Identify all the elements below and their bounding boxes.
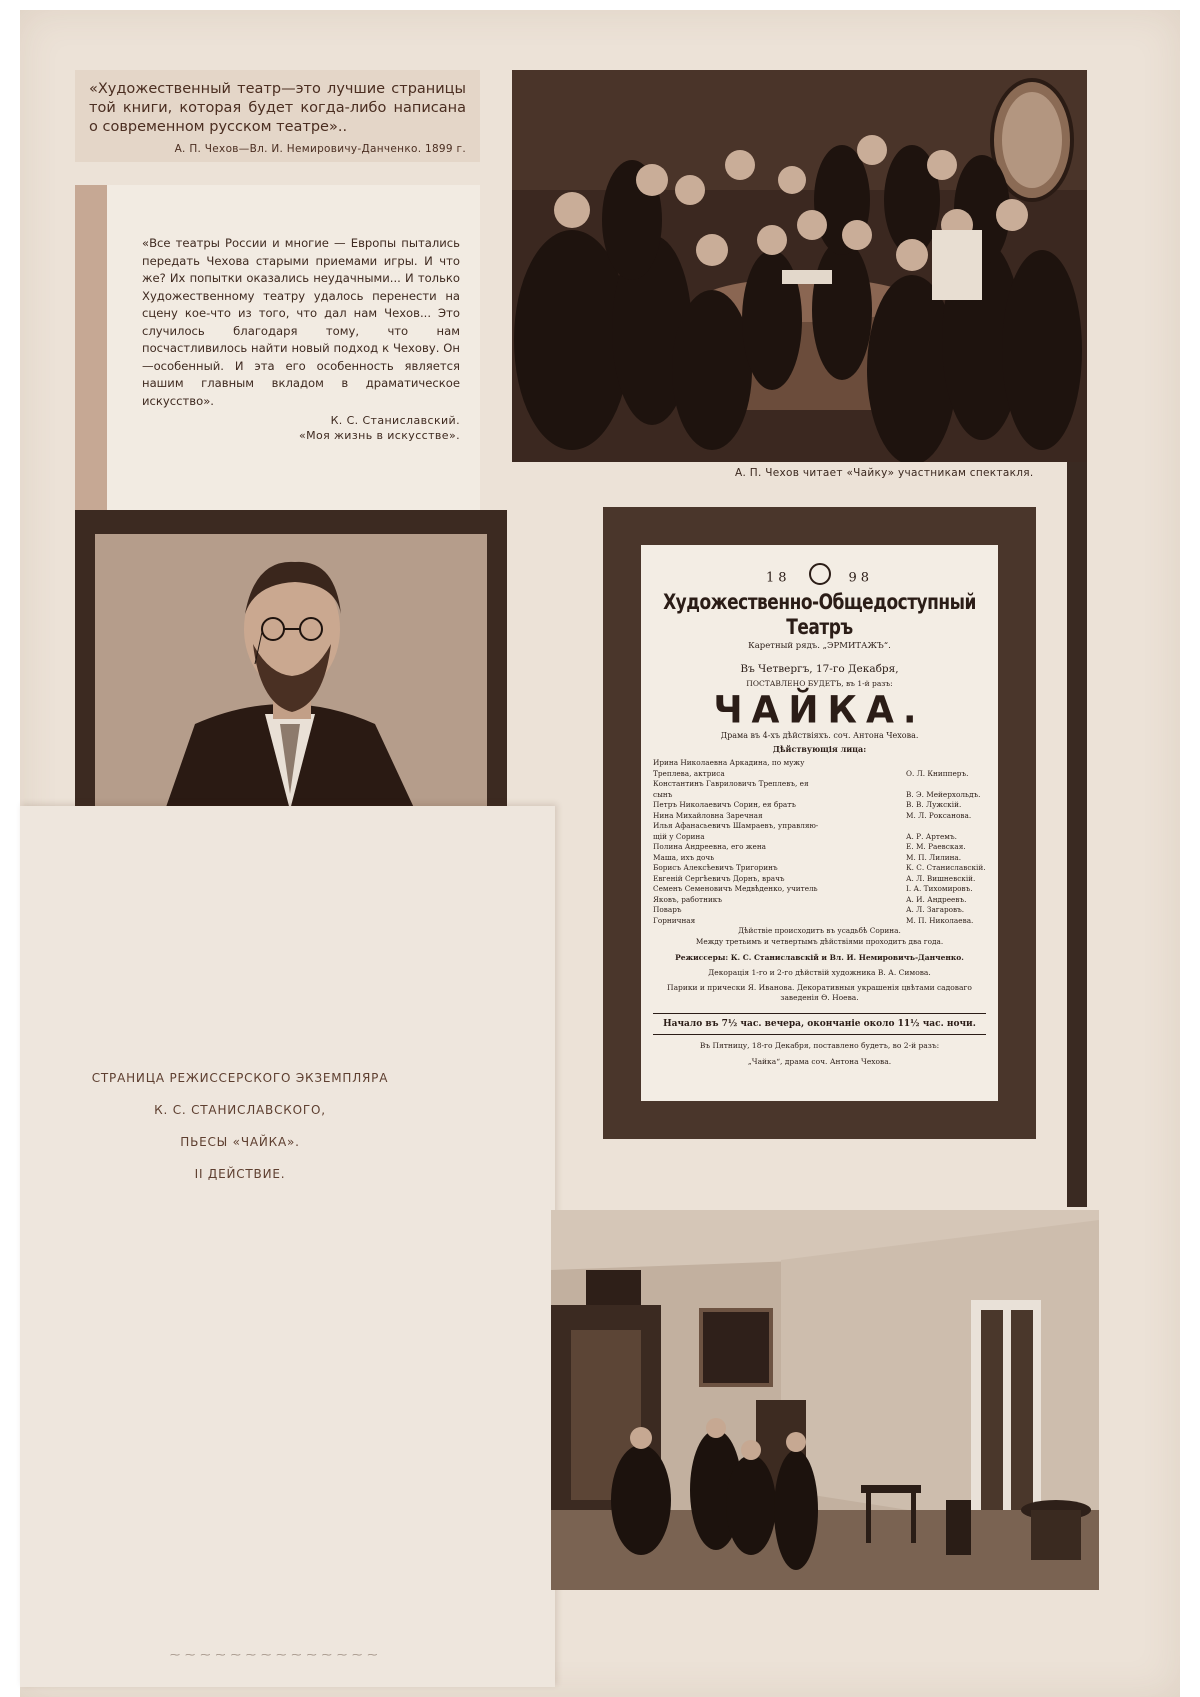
stage-scene-illustration [551,1210,1099,1590]
playbill-frame [603,507,1036,1139]
cast-actor: А. И. Андреевъ. [906,894,967,904]
playbill-times: Начало въ 7½ час. вечера, окончаніе около 11½ час. ночи. [653,1013,986,1035]
cast-row [653,821,986,832]
chekhov-quote [75,70,480,162]
cast-row [653,895,986,906]
playbill-drama: Драма въ 4-хъ дѣйствіяхъ. соч. Антона Чехова. [720,731,919,740]
stanislavsky-quote-text: «Все театры России и многие — Европы пытались передать Чехова старыми приемами игры. И что же? Их попытки оказались неудачными... И только Художественному театру удалось перенести на сцену кое-что из того, что дал нам Чехов... Это случилось благодаря тому, что нам посчастливилось найти новый подход к Чехову. Он—особенный. И эта его особенность является нашим главным вкладом в драматическое искусство». [142,236,460,408]
group-reading-illustration [512,70,1087,462]
cast-actor: В. Э. Мейерхольдъ. [906,789,981,799]
playbill-year-right: 98 [848,570,874,586]
cast-role: Горничная [653,915,696,925]
cast-role: Евгеній Сергѣевичъ Дорнъ, врачъ [653,873,785,883]
stage-scene-photo [551,1210,1099,1590]
cast-actor [906,821,986,832]
playbill-date: Въ Четвергъ, 17-го Декабря, [740,663,899,675]
cover-title [30,1062,450,1190]
playbill-address: Каретный рядъ. „ЭРМИТАЖЪ“. [748,641,891,651]
playbill-decoration: Декорація 1-го и 2-го дѣйствій художника В. А. Симова. [708,968,931,977]
cast-actor: Е. М. Раевская. [906,842,966,851]
group-photo-caption: А. П. Чехов читает «Чайку» участникам спектакля. [735,467,1034,479]
cast-role: Поваръ [653,905,682,914]
paper-strip [75,185,107,510]
group-reading-photo [512,70,1087,462]
cast-row [653,874,986,885]
cast-row [653,863,986,874]
cast-actor: А. Р. Артемъ. [906,831,957,841]
playbill-staged: ПОСТАВЛЕНО БУДЕТЪ, въ 1-й разъ: [746,679,893,688]
chekhov-quote-text: «Художественный театр—это лучшие страницы той книги, которая будет когда-либо написана о современном русском театре».. [89,81,466,135]
chekhov-portrait-photo [95,534,487,810]
playbill-next-2: „Чайка“, драма соч. Антона Чехова. [747,1057,892,1066]
dark-strip [1067,462,1087,1207]
cast-role: Борисъ Алексѣевичъ Тригоринъ [653,863,778,872]
cast-actor: М. П. Лилина. [906,852,962,862]
chekhov-portrait-illustration [95,534,487,810]
cast-role: Петръ Николаевичъ Сорин, ея братъ [653,800,796,809]
seagull-emblem-icon [809,563,831,585]
cast-role: сынъ [653,789,673,799]
cast-row [653,769,986,780]
cover-line-3: ПЬЕСЫ «ЧАЙКА». [180,1135,300,1149]
cast-actor: А. Л. Вишневскій. [906,873,976,883]
cast-role: щій у Сорина [653,831,705,841]
cast-row [653,811,986,822]
cover-card [20,806,555,1687]
cast-role: Семенъ Семеновичъ Медвѣденко, учитель [653,884,818,893]
cast-actor: О. Л. Книпперъ. [906,768,969,778]
cast-role: Нина Михайловна Заречная [653,810,763,820]
playbill-directors: Режиссеры: К. С. Станиславскій и Вл. И. Немировичъ-Данченко. [675,953,964,962]
playbill-year [653,567,986,589]
cast-actor: А. Л. Загаровъ. [906,905,965,914]
cast-row [653,905,986,916]
playbill [641,545,998,1101]
stanislavsky-quote [107,185,480,510]
playbill-title: ЧАЙКА. [713,688,926,733]
cast-actor: І. А. Тихомировъ. [906,884,973,893]
cast-actor: К. С. Станиславскій. [906,863,986,872]
cast-row [653,884,986,895]
cast-row [653,832,986,843]
playbill-cast-header: Дѣйствующія лица: [772,744,867,754]
chekhov-quote-source: А. П. Чехов—Вл. И. Немировичу-Данченко. 1899 г. [174,143,466,155]
cast-actor: В. В. Лужскій. [906,800,962,809]
cast-role: Ирина Николаевна Аркадина, по мужу [653,758,805,767]
cast-row [653,853,986,864]
cast-role: Илья Афанасьевичъ Шамраевъ, управляю- [653,821,819,830]
cast-role: Яковъ, работникъ [653,894,723,904]
playbill-setting-2: Между третьимъ и четвертымъ дѣйствіями проходитъ два года. [695,936,944,946]
handwritten-scribble: ⁓ ⁓ ⁓ ⁓ ⁓ ⁓ ⁓ ⁓ ⁓ ⁓ ⁓ ⁓ ⁓ ⁓ [170,1650,379,1661]
cast-actor [906,779,986,790]
playbill-wigs: Парики и прически Я. Иванова. Декоративныя украшенія цвѣтами садоваго заведенія Ѳ. Ноева. [667,983,972,1002]
cast-row [653,779,986,790]
cast-actor: М. П. Николаева. [906,915,974,925]
cast-role: Полина Андреевна, его жена [653,842,767,851]
cast-actor [906,758,986,769]
cast-row [653,758,986,769]
playbill-theatre: Художественно-Общедоступный Театръ [663,590,976,640]
cast-role: Треплева, актриса [653,768,725,778]
cover-line-1: СТРАНИЦА РЕЖИССЕРСКОГО ЭКЗЕМПЛЯРА [91,1071,389,1085]
cast-role: Константинъ Гавриловичъ Треплевъ, ея [653,779,809,788]
playbill-cast-list [653,758,986,926]
cast-row [653,800,986,811]
cast-row [653,916,986,927]
stanislavsky-quote-author: К. С. Станиславский. [330,414,460,427]
cover-line-4: II ДЕЙСТВИЕ. [194,1167,286,1181]
cast-row [653,790,986,801]
playbill-setting-1: Дѣйствіе происходитъ въ усадьбѣ Сорина. [738,926,901,935]
cast-role: Маша, ихъ дочь [653,852,715,862]
playbill-year-left: 18 [765,570,791,586]
stanislavsky-quote-work: «Моя жизнь в искусстве». [298,429,460,442]
playbill-next-1: Въ Пятницу, 18-го Декабря, поставлено будетъ, во 2-й разъ: [699,1041,940,1050]
chekhov-portrait-frame [75,510,507,810]
cast-actor: М. Л. Роксанова. [906,810,972,820]
cast-row [653,842,986,853]
cover-line-2: К. С. СТАНИСЛАВСКОГО, [154,1103,326,1117]
